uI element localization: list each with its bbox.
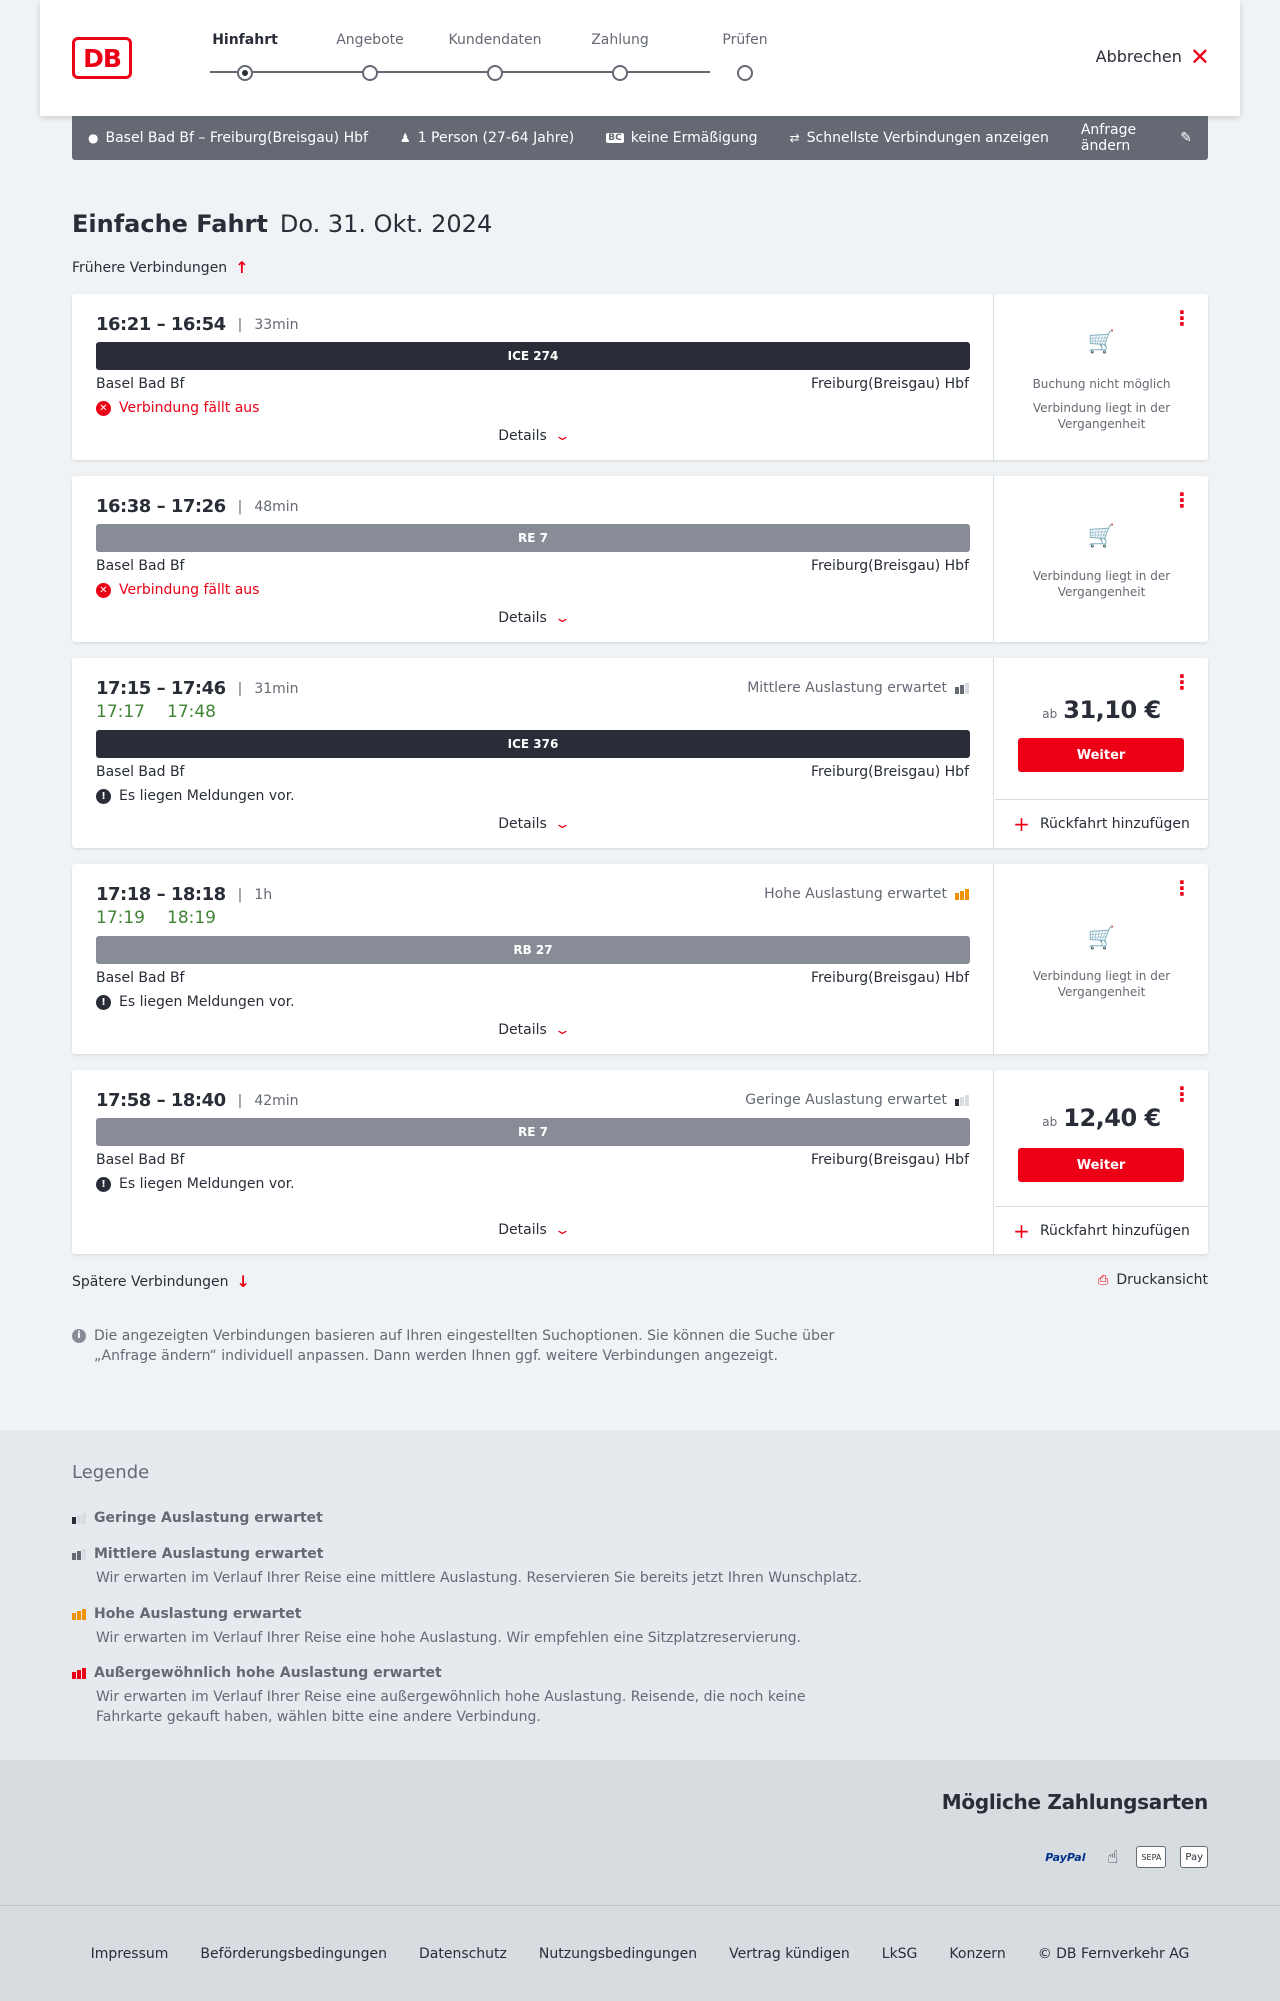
footer-link-datenschutz[interactable]: Datenschutz (418, 1945, 507, 1962)
past-connection-text: Verbindung liegt in der Vergangenheit (1032, 401, 1171, 431)
step-label: Zahlung (591, 32, 649, 48)
duration: 1h (254, 886, 273, 903)
step-dot (362, 65, 378, 81)
arrival-station: Freiburg(Breisgau) Hbf (810, 1152, 969, 1168)
past-connection-text: Verbindung liegt in der Vergangenheit (1032, 569, 1171, 599)
details-toggle[interactable] (72, 1022, 994, 1038)
departure-station: Basel Bad Bf (96, 764, 185, 780)
connection-card (72, 864, 1208, 1054)
time-range: 16:38 – 17:26 (96, 496, 226, 517)
booking-panel (995, 1070, 1208, 1254)
separator: | (237, 498, 243, 515)
more-options-icon[interactable]: ⋮ (1172, 488, 1192, 512)
legend-title: Legende (72, 1462, 150, 1483)
fastest-option (790, 130, 1049, 146)
status-text: Verbindung fällt aus (119, 400, 260, 416)
price-prefix: ab (1042, 707, 1058, 721)
cart-unavailable-icon: 🛒 (1087, 524, 1116, 549)
duration: 42min (254, 1092, 299, 1109)
duration: 31min (254, 680, 299, 697)
details-toggle[interactable] (72, 610, 994, 626)
cancel-button[interactable] (1095, 42, 1210, 71)
trip-type: Einfache Fahrt (72, 210, 268, 238)
load-medium-icon (72, 1548, 86, 1560)
edit-request-label: Anfrage ändern (1080, 122, 1137, 154)
connection-times (96, 884, 272, 905)
printer-icon: ⎙ (1097, 1272, 1109, 1288)
add-return-button[interactable] (995, 1206, 1208, 1254)
legend-title-text: Mittlere Auslastung erwartet (94, 1546, 324, 1562)
more-options-icon[interactable]: ⋮ (1172, 876, 1192, 900)
details-label: Details (498, 1022, 547, 1038)
plus-icon: + (1013, 1218, 1030, 1243)
trip-date: Do. 31. Okt. 2024 (279, 210, 493, 238)
later-label: Spätere Verbindungen (72, 1273, 229, 1290)
connection-card (72, 1070, 1208, 1254)
location-pin-icon: ● (88, 131, 99, 145)
load-low-icon (72, 1512, 86, 1524)
load-high-icon (955, 888, 969, 900)
load-extreme-icon (72, 1667, 86, 1679)
chevron-down-icon: ⌄ (553, 816, 571, 832)
cancel-circle-icon: ✕ (96, 583, 111, 598)
legend-description: Wir erwarten im Verlauf Ihrer Reise eine mittlere Auslastung. Reservieren Sie bereits jetzt Ihren Wunschplatz. (96, 1570, 862, 1586)
booking-panel (995, 294, 1208, 460)
load-text: Mittlere Auslastung erwartet (747, 680, 947, 696)
legend-description: Wir erwarten im Verlauf Ihrer Reise eine außergewöhnlich hohe Auslastung. Reisende, die noch keine Fahrkarte gekauft haben, wählen bitte eine andere Verbindung. (96, 1689, 806, 1725)
route-text: Basel Bad Bf – Freiburg(Breisgau) Hbf (105, 130, 368, 146)
swap-arrows-icon: ⇄ (789, 131, 800, 145)
price-amount: 12,40 € (1063, 1104, 1161, 1132)
connection-status (96, 400, 259, 416)
add-return-label: Rückfahrt hinzufügen (1039, 815, 1190, 832)
connection-card (72, 294, 1208, 460)
departure-station: Basel Bad Bf (96, 970, 185, 986)
cart-unavailable-icon: 🛒 (1087, 330, 1116, 355)
pencil-icon: ✎ (1180, 130, 1192, 146)
legend-item-low (72, 1510, 872, 1526)
footer-link-lksg[interactable]: LkSG (881, 1945, 918, 1962)
discount-summary (606, 130, 757, 146)
persons-text: 1 Person (27-64 Jahre) (417, 130, 575, 146)
progress-steps (180, 30, 768, 90)
connection-status (96, 582, 259, 598)
price-amount: 31,10 € (1063, 696, 1161, 724)
close-icon: ✕ (1189, 42, 1210, 71)
connection-times (96, 1090, 299, 1111)
header (40, 0, 1240, 116)
connection-times (96, 314, 299, 335)
actual-times (96, 908, 216, 928)
legend-item-medium (72, 1546, 872, 1588)
legend-title-text: Hohe Auslastung erwartet (94, 1606, 302, 1622)
step-label: Prüfen (722, 32, 768, 48)
connection-status (96, 1176, 295, 1192)
load-indicator (747, 680, 969, 696)
chevron-down-icon: ⌄ (553, 428, 571, 444)
info-icon: i (72, 1329, 86, 1343)
legend-item-title (72, 1546, 872, 1562)
connection-status (96, 994, 295, 1010)
train-bar[interactable]: RE 7 (96, 524, 970, 552)
connection-status (96, 788, 295, 804)
search-summary-bar (72, 116, 1208, 160)
sepa-icon: SEPA (1136, 1846, 1166, 1868)
chevron-down-icon: ⌄ (553, 1222, 571, 1238)
legend-item-extreme (72, 1665, 872, 1727)
status-text: Es liegen Meldungen vor. (119, 1176, 295, 1192)
arrival-station: Freiburg(Breisgau) Hbf (810, 764, 969, 780)
train-bar[interactable]: ICE 376 (96, 730, 970, 758)
actual-departure: 17:19 (96, 908, 145, 928)
legend-title-text: Geringe Auslastung erwartet (94, 1510, 323, 1526)
chevron-down-icon: ⌄ (553, 1022, 571, 1038)
connection-card (72, 658, 1208, 848)
route-summary (88, 130, 368, 146)
legend-section (0, 1430, 1280, 1760)
separator: | (237, 1092, 243, 1109)
step-zahlung (555, 30, 685, 50)
footer-link-nutzungsbedingungen[interactable]: Nutzungsbedingungen (538, 1945, 698, 1962)
search-hint (72, 1326, 852, 1366)
arrival-station: Freiburg(Breisgau) Hbf (810, 970, 969, 986)
later-connections-link[interactable] (72, 1272, 250, 1291)
step-label: Angebote (336, 32, 404, 48)
step-angebote (305, 30, 435, 50)
details-label: Details (498, 816, 547, 832)
details-label: Details (498, 428, 547, 444)
plus-icon: + (1013, 811, 1030, 836)
load-medium-icon (955, 682, 969, 694)
actual-arrival: 17:48 (167, 702, 216, 722)
train-bar[interactable]: ICE 274 (96, 342, 970, 370)
time-range: 17:58 – 18:40 (96, 1090, 226, 1111)
departure-station: Basel Bad Bf (96, 558, 185, 574)
footer-link-konzern[interactable]: Konzern (949, 1945, 1006, 1962)
footer-link-impressum[interactable]: Impressum (90, 1945, 169, 1962)
apple-pay-icon (1180, 1846, 1208, 1868)
persons-summary (400, 130, 574, 146)
footer-copyright: © DB Fernverkehr AG (1037, 1945, 1190, 1962)
more-options-icon[interactable]: ⋮ (1172, 306, 1192, 330)
connection-card (72, 476, 1208, 642)
payment-icons (1041, 1846, 1208, 1868)
load-high-icon (72, 1608, 86, 1620)
legend-item-title (72, 1606, 872, 1622)
step-kundendaten (430, 30, 560, 50)
price-prefix: ab (1042, 1115, 1058, 1129)
separator: | (237, 886, 243, 903)
separator: | (237, 316, 243, 333)
connection-times (96, 678, 299, 699)
legend-item-high (72, 1606, 872, 1648)
past-connection-text: Verbindung liegt in der Vergangenheit (1032, 969, 1171, 999)
price (995, 696, 1208, 724)
booking-panel (995, 476, 1208, 642)
chevron-down-icon: ⌄ (553, 610, 571, 626)
step-pruefen (680, 30, 810, 50)
duration: 33min (254, 316, 299, 333)
time-range: 17:15 – 17:46 (96, 678, 226, 699)
alert-icon: ! (96, 995, 111, 1010)
footer (0, 1905, 1280, 2001)
status-text: Verbindung fällt aus (119, 582, 260, 598)
legend-description: Wir erwarten im Verlauf Ihrer Reise eine hohe Auslastung. Wir empfehlen eine Sitzplatzreservierung. (96, 1630, 801, 1646)
cart-unavailable-icon: 🛒 (1087, 926, 1116, 951)
footer-link-befoerderungsbedingungen[interactable]: Beförderungsbedingungen (200, 1945, 387, 1962)
status-text: Es liegen Meldungen vor. (119, 994, 295, 1010)
details-toggle[interactable] (72, 816, 994, 832)
hint-text: Die angezeigten Verbindungen basieren auf Ihren eingestellten Suchoptionen. Sie können die Suche über „Anfrage ändern“ individuell anpassen. Dann werden Ihnen ggf. weitere Verbindungen angezeigt. (94, 1328, 835, 1364)
step-dot (237, 65, 253, 81)
fastest-text: Schnellste Verbindungen anzeigen (806, 130, 1049, 146)
actual-departure: 17:17 (96, 702, 145, 722)
status-text: Es liegen Meldungen vor. (119, 788, 295, 804)
discount-text: keine Ermäßigung (630, 130, 758, 146)
actual-times (96, 702, 216, 722)
details-toggle[interactable] (72, 1222, 994, 1238)
arrival-station: Freiburg(Breisgau) Hbf (810, 558, 969, 574)
payment-methods-section (0, 1760, 1280, 1905)
time-range: 16:21 – 16:54 (96, 314, 226, 335)
add-return-button[interactable] (995, 799, 1208, 847)
footer-link-vertrag-kuendigen[interactable]: Vertrag kündigen (729, 1945, 850, 1962)
departure-station: Basel Bad Bf (96, 376, 185, 392)
load-text: Geringe Auslastung erwartet (745, 1092, 947, 1108)
departure-station: Basel Bad Bf (96, 1152, 185, 1168)
more-options-icon[interactable]: ⋮ (1172, 1082, 1192, 1106)
duration: 48min (254, 498, 299, 515)
paypal-icon: PayPal (1045, 1850, 1086, 1864)
earlier-connections-link[interactable] (72, 258, 249, 277)
train-bar[interactable]: RB 27 (96, 936, 970, 964)
time-range: 17:18 – 18:18 (96, 884, 226, 905)
apple-pay-label: Pay (1185, 1851, 1203, 1863)
step-dot (487, 65, 503, 81)
print-label: Druckansicht (1116, 1272, 1208, 1288)
price (995, 1104, 1208, 1132)
person-icon: ♟ (399, 131, 411, 145)
step-dot (612, 65, 628, 81)
more-options-icon[interactable]: ⋮ (1172, 670, 1192, 694)
credit-card-hand-icon: ☝ (1107, 1846, 1119, 1868)
add-return-label: Rückfahrt hinzufügen (1039, 1222, 1190, 1239)
load-indicator (764, 886, 969, 902)
connection-info (72, 864, 994, 1054)
db-logo[interactable]: DB (72, 37, 132, 79)
booking-panel (995, 658, 1208, 848)
cancel-label: Abbrechen (1095, 47, 1182, 66)
details-toggle[interactable] (72, 428, 994, 444)
details-label: Details (498, 1222, 547, 1238)
print-view-link[interactable] (1098, 1272, 1208, 1288)
connection-info (72, 1070, 994, 1254)
actual-arrival: 18:19 (167, 908, 216, 928)
legend-item-title (72, 1510, 872, 1526)
connection-times (96, 496, 299, 517)
separator: | (237, 680, 243, 697)
load-low-icon (955, 1094, 969, 1106)
earlier-label: Frühere Verbindungen (72, 259, 228, 276)
step-label: Kundendaten (448, 32, 542, 48)
bahncard-icon: BC (608, 133, 622, 143)
page-title (72, 210, 492, 238)
connection-info (72, 294, 994, 460)
arrow-up-icon: ↑ (235, 258, 249, 277)
legend-title-text: Außergewöhnlich hohe Auslastung erwartet (94, 1665, 442, 1681)
alert-icon: ! (96, 1177, 111, 1192)
booking-not-possible: Buchung nicht möglich (1032, 377, 1171, 391)
load-indicator (745, 1092, 969, 1108)
step-hinfahrt (180, 30, 310, 50)
arrival-station: Freiburg(Breisgau) Hbf (810, 376, 969, 392)
legend-item-title (72, 1665, 872, 1681)
step-label: Hinfahrt (212, 32, 278, 48)
details-label: Details (498, 610, 547, 626)
step-dot (737, 65, 753, 81)
arrow-down-icon: ↓ (236, 1272, 250, 1291)
train-bar[interactable]: RE 7 (96, 1118, 970, 1146)
booking-panel (995, 864, 1208, 1054)
continue-button[interactable]: Weiter (1018, 1148, 1184, 1182)
connection-info (72, 658, 994, 848)
load-text: Hohe Auslastung erwartet (764, 886, 947, 902)
connection-info (72, 476, 994, 642)
payment-title: Mögliche Zahlungsarten (941, 1790, 1208, 1814)
progress-line (210, 71, 710, 73)
alert-icon: ! (96, 789, 111, 804)
cancel-circle-icon: ✕ (96, 401, 111, 416)
edit-request-button[interactable] (1081, 122, 1192, 154)
continue-button[interactable]: Weiter (1018, 738, 1184, 772)
